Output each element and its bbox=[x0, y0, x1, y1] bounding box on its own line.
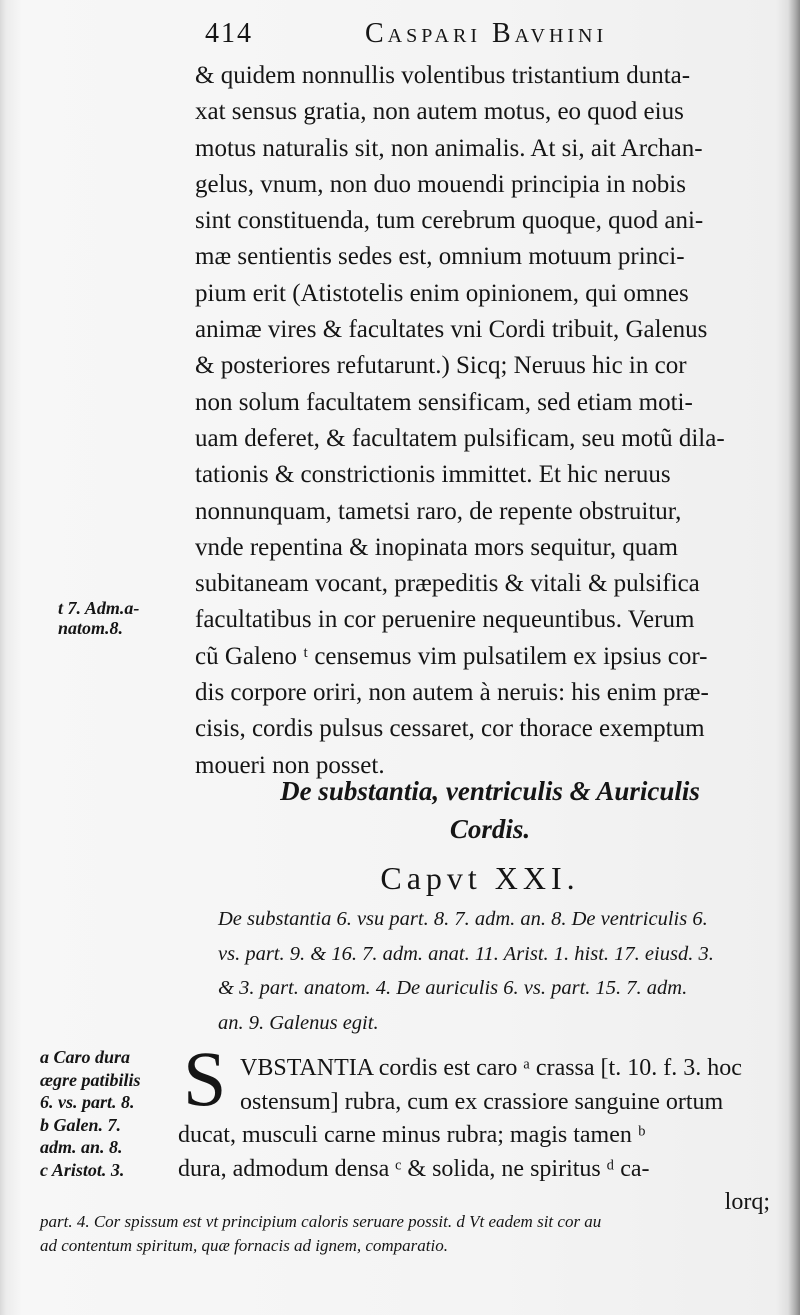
footnote bbox=[40, 1210, 780, 1258]
page-number: 414 bbox=[205, 18, 253, 49]
margin-note-line: ægre patibilis bbox=[40, 1069, 141, 1090]
text-line: dis corpore oriri, non autem à neruis: his enim præ- bbox=[195, 679, 709, 707]
text-line: facultatibus in cor peruenire nequeuntibus. Verum bbox=[195, 606, 695, 634]
margin-note-substance bbox=[40, 1046, 141, 1181]
text-line: sint constituenda, tum cerebrum quoque, quod ani- bbox=[195, 207, 704, 235]
subtitle-line: De substantia, ventriculis & Auriculis bbox=[280, 776, 700, 806]
text-line: cisis, cordis pulsus cessaret, cor thorace exemptum bbox=[195, 715, 705, 743]
summary-line: an. 9. Galenus egit. bbox=[218, 1011, 379, 1034]
margin-note-line: c Aristot. 3. bbox=[40, 1159, 125, 1180]
footnote-line: part. 4. Cor spissum est vt principium caloris seruare possit. d Vt eadem sit cor au bbox=[40, 1212, 602, 1231]
text-line: animæ vires & facultates vni Cordi tribuit, Galenus bbox=[195, 316, 708, 344]
margin-note-galen bbox=[58, 598, 139, 638]
text-line: moueri non posset. bbox=[195, 751, 385, 779]
text-line: mæ sentientis sedes est, omnium motuum princi- bbox=[195, 243, 685, 271]
margin-note-line: a Caro dura bbox=[40, 1047, 131, 1067]
text-line: tationis & constrictionis immittet. Et hic neruus bbox=[195, 461, 671, 489]
text-line: & quidem nonnullis volentibus tristantium dunta- bbox=[195, 62, 691, 89]
subtitle-line: Cordis. bbox=[449, 814, 531, 844]
margin-note-line: b Galen. 7. bbox=[40, 1114, 121, 1135]
text-line: cũ Galeno ᵗ censemus vim pulsatilem ex ipsius cor- bbox=[195, 642, 708, 670]
page-edge-shadow bbox=[788, 0, 800, 1315]
summary-line: De substantia 6. vsu part. 8. 7. adm. an. 8. De ventriculis 6. bbox=[218, 908, 708, 930]
text-line: subitaneam vocant, præpeditis & vitali & pulsifica bbox=[195, 570, 700, 598]
footnote-line: ad contentum spiritum, quæ fornacis ad ignem, comparatio. bbox=[40, 1236, 448, 1255]
text-line: non solum facultatem sensificam, sed etiam moti- bbox=[195, 388, 693, 416]
page-header bbox=[205, 18, 765, 58]
text-line: ostensum] rubra, cum ex crassiore sanguine ortum bbox=[240, 1088, 724, 1115]
text-line: pium erit (Atistotelis enim opinionem, qui omnes bbox=[195, 279, 689, 307]
margin-note-line: natom.8. bbox=[58, 618, 124, 638]
margin-note-line: t 7. Adm.a- bbox=[58, 598, 140, 618]
text-line: motus naturalis sit, non animalis. At si, ait Archan- bbox=[195, 134, 703, 162]
summary-line: & 3. part. anatom. 4. De auriculis 6. vs. part. 15. 7. adm. bbox=[218, 977, 688, 999]
text-line: lorq; bbox=[724, 1189, 770, 1215]
summary-line: vs. part. 9. & 16. 7. adm. anat. 11. Arist. 1. hist. 17. eiusd. 3. bbox=[218, 942, 714, 965]
text-line: uam deferet, & facultatem pulsificam, seu motũ dila- bbox=[195, 424, 725, 452]
text-line: vnde repentina & inopinata mors sequitur, quam bbox=[195, 533, 678, 561]
text-line: dura, admodum densa ᶜ & solida, ne spiritus ᵈ ca- bbox=[178, 1155, 650, 1182]
text-line: xat sensus gratia, non autem motus, eo quod eius bbox=[195, 98, 684, 126]
text-line: nonnunquam, tametsi raro, de repente obstruitur, bbox=[195, 497, 682, 525]
running-head: Caspari Bavhini bbox=[365, 18, 608, 49]
chapter-summary bbox=[218, 902, 778, 1040]
text-line: gelus, vnum, non duo mouendi principia in nobis bbox=[195, 170, 686, 198]
margin-note-line: adm. an. 8. bbox=[40, 1137, 123, 1157]
margin-note-line: 6. vs. part. 8. bbox=[40, 1092, 135, 1112]
text-line: & posteriores refutarunt.) Sicq; Neruus hic in cor bbox=[195, 352, 687, 380]
section-subtitle bbox=[200, 772, 780, 848]
drop-cap: S bbox=[183, 1035, 227, 1122]
body-text bbox=[195, 58, 775, 784]
chapter-title: Capvt XXI. bbox=[380, 860, 580, 896]
chapter-text bbox=[178, 1052, 780, 1220]
text-line: ducat, musculi carne minus rubra; magis tamen ᵇ bbox=[178, 1122, 646, 1148]
text-line: VBSTANTIA cordis est caro ᵃ crassa [t. 10. f. 3. hoc bbox=[240, 1055, 742, 1081]
